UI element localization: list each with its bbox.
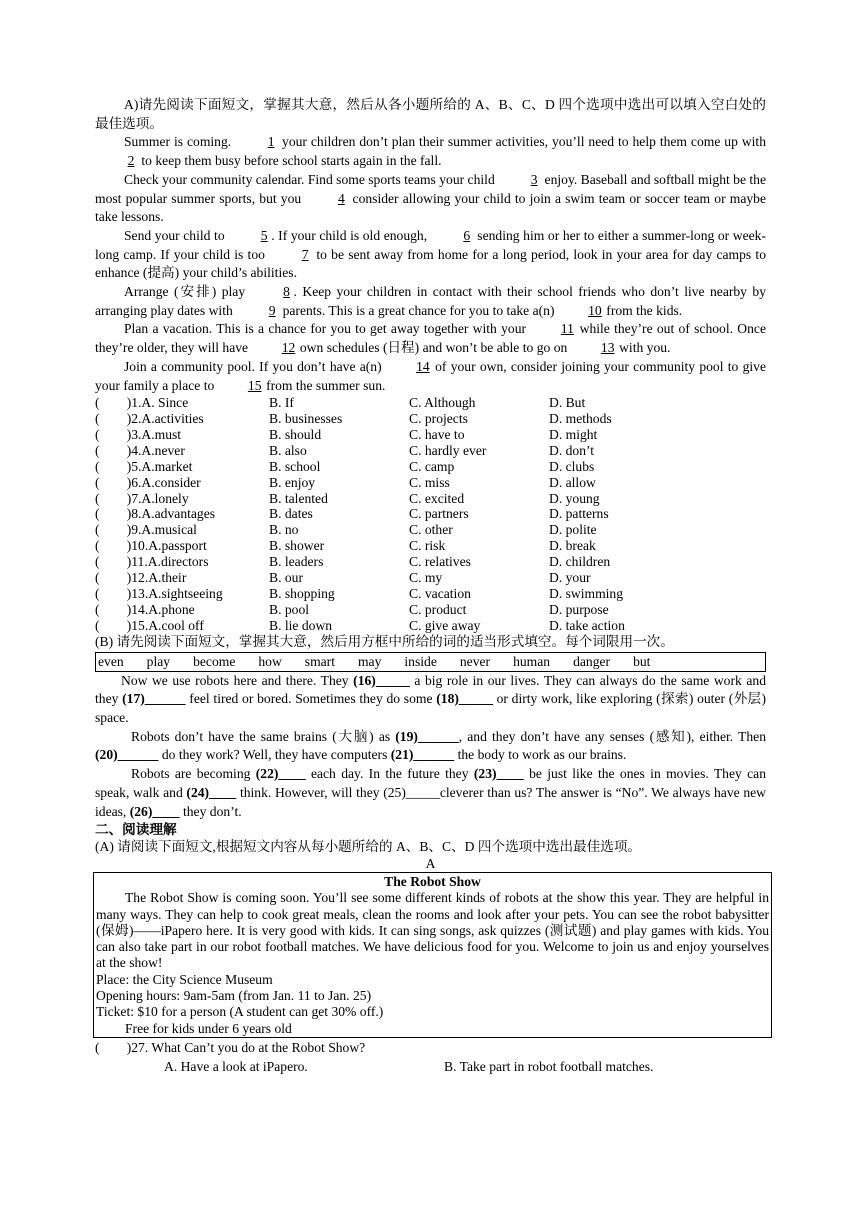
robot-show-box bbox=[93, 872, 772, 1038]
blank-8[interactable]: 8 bbox=[283, 284, 290, 300]
option-d[interactable]: D. swimming bbox=[549, 585, 624, 601]
word-box-item: become bbox=[193, 653, 236, 669]
part-a-paragraph bbox=[95, 227, 766, 283]
option-a[interactable]: ( )14.A.phone bbox=[95, 601, 195, 617]
fill-blank[interactable]: _____ bbox=[375, 672, 410, 688]
option-c[interactable]: C. hardly ever bbox=[409, 442, 487, 458]
blank-1[interactable]: 1 bbox=[267, 134, 275, 150]
part-a-options bbox=[95, 395, 766, 633]
option-c[interactable]: C. miss bbox=[409, 474, 450, 490]
option-b[interactable]: B. our bbox=[269, 570, 303, 586]
blank-number: (24) bbox=[186, 784, 210, 800]
passage-text: Arrange (安排) play bbox=[124, 284, 251, 300]
word-box-item: danger bbox=[573, 653, 611, 669]
option-a[interactable]: ( )12.A.their bbox=[95, 570, 187, 586]
part-b-instruction: (B) 请先阅读下面短文，掌握其大意，然后用方框中所给的词的适当形式填空。每个词限用一次。 bbox=[95, 633, 674, 649]
word-box-item: may bbox=[357, 653, 382, 669]
blank-number: (21) bbox=[390, 747, 414, 763]
option-row bbox=[95, 491, 766, 507]
option-a[interactable]: ( )5.A.market bbox=[95, 458, 193, 474]
option-row bbox=[95, 554, 766, 570]
option-row bbox=[95, 522, 766, 538]
part-a-paragraph bbox=[95, 283, 766, 320]
option-row bbox=[95, 570, 766, 586]
option-d[interactable]: D. clubs bbox=[549, 458, 595, 474]
option-d[interactable]: D. take action bbox=[549, 617, 625, 633]
option-d[interactable]: D. patterns bbox=[549, 506, 609, 522]
word-box-item: but bbox=[633, 653, 651, 669]
option-c[interactable]: C. have to bbox=[409, 427, 465, 443]
choice-b[interactable]: B. Take part in robot football matches. bbox=[444, 1058, 654, 1074]
word-box-item: human bbox=[513, 653, 551, 669]
option-b[interactable]: B. dates bbox=[269, 506, 313, 522]
article-hours: Opening hours: 9am-5am (from Jan. 11 to Jan. 25) bbox=[96, 988, 372, 1004]
passage-text: . If your child is old enough, bbox=[271, 227, 431, 243]
part-a-paragraph bbox=[95, 320, 766, 357]
option-d[interactable]: D. break bbox=[549, 538, 596, 554]
part-b-paragraph-2 bbox=[95, 728, 766, 765]
option-b[interactable]: B. school bbox=[269, 458, 321, 474]
option-b[interactable]: B. no bbox=[269, 522, 299, 538]
option-a[interactable]: ( )9.A.musical bbox=[95, 522, 197, 538]
passage-text: or dirty work, like exploring (探索) outer (外层) space. bbox=[95, 691, 766, 726]
passage-text: own schedules (日程) and won’t be able to go on bbox=[296, 340, 571, 356]
option-a[interactable]: ( )3.A.must bbox=[95, 427, 182, 443]
passage-text: while they’re out of school. Once they’re older, they will have bbox=[95, 321, 766, 356]
option-row bbox=[95, 602, 766, 618]
option-a[interactable]: ( )13.A.sightseeing bbox=[95, 585, 223, 601]
option-row bbox=[95, 586, 766, 602]
part-b-paragraph-1 bbox=[95, 672, 766, 728]
option-b[interactable]: B. enjoy bbox=[269, 474, 316, 490]
option-a[interactable]: ( )1.A. Since bbox=[95, 395, 189, 411]
article-ticket: Ticket: $10 for a person (A student can get 30% off.) bbox=[96, 1004, 384, 1020]
choice-a[interactable]: A. Have a look at iPapero. bbox=[164, 1058, 308, 1074]
passage-text: consider allowing your child to join a swim team or soccer team or maybe take lessons. bbox=[95, 190, 766, 225]
passage-text: to be sent away from home for a long period, look in your area for day camps to enhance (提高) your child’s abilities. bbox=[95, 246, 766, 281]
passage-text: a big role in our lives. They can always do the same work and they bbox=[95, 672, 766, 707]
fill-blank[interactable]: ______ bbox=[417, 728, 459, 744]
option-b[interactable]: B. leaders bbox=[269, 554, 324, 570]
fill-blank[interactable]: ____ bbox=[496, 766, 524, 782]
option-a[interactable]: ( )11.A.directors bbox=[95, 554, 209, 570]
question-27-choices bbox=[95, 1057, 766, 1077]
option-b[interactable]: B. If bbox=[269, 395, 294, 411]
option-d[interactable]: D. allow bbox=[549, 474, 596, 490]
option-c[interactable]: C. product bbox=[409, 601, 467, 617]
option-b[interactable]: B. pool bbox=[269, 601, 310, 617]
blank-7[interactable]: 7 bbox=[301, 246, 309, 262]
fill-blank[interactable]: ______ bbox=[117, 747, 159, 763]
passage-text: parents. This is a great chance for you to take a(n) bbox=[279, 302, 558, 318]
option-a[interactable]: ( )8.A.advantages bbox=[95, 506, 216, 522]
option-row bbox=[95, 618, 766, 634]
passage-text: . Keep your children in contact with their school friends who don’t live nearby by arranging play dates with bbox=[95, 284, 767, 318]
passage-text: Join a community pool. If you don’t have a(n) bbox=[124, 358, 386, 374]
option-row bbox=[95, 459, 766, 475]
option-d[interactable]: D. But bbox=[549, 395, 586, 411]
blank-15[interactable]: 15 bbox=[247, 377, 262, 393]
section-2-title: 二、阅读理解 bbox=[95, 822, 177, 838]
passage-text: enjoy. Baseball and softball might be the most popular summer sports, but you bbox=[95, 171, 767, 206]
passage-text: with you. bbox=[615, 340, 671, 356]
option-a[interactable]: ( )15.A.cool off bbox=[95, 617, 204, 633]
option-a[interactable]: ( )6.A.consider bbox=[95, 474, 201, 490]
section-2-instruction: (A) 请阅读下面短文,根据短文内容从每小题所给的 A、B、C、D 四个选项中选出最佳选项。 bbox=[95, 839, 642, 855]
article-free: Free for kids under 6 years old bbox=[125, 1020, 292, 1036]
blank-10[interactable]: 10 bbox=[588, 302, 602, 318]
option-b[interactable]: B. shopping bbox=[269, 585, 335, 601]
option-c[interactable]: C. camp bbox=[409, 458, 455, 474]
word-box bbox=[95, 652, 766, 672]
option-b[interactable]: B. should bbox=[269, 427, 322, 443]
passage-text: the body to work as our brains. bbox=[454, 747, 627, 763]
fill-blank[interactable]: ____ bbox=[152, 803, 180, 819]
option-d[interactable]: D. might bbox=[549, 427, 598, 443]
option-a[interactable]: ( )7.A.lonely bbox=[95, 490, 189, 506]
passage-text: Send your child to bbox=[124, 227, 229, 243]
blank-12[interactable]: 12 bbox=[281, 340, 296, 356]
word-box-item: inside bbox=[404, 653, 437, 669]
article-body: The Robot Show is coming soon. You’ll see some different kinds of robots at the show this year. They are helpful in many ways. They can help to cook great meals, clean the rooms and look after your pets. You can see the robot babysitter (保姆)——iPapero here. It is very good with kids. It can sing songs, ask quizzes (测试题) and play games with kids. You can also take part in our robot football matches. We have delicious food for you. Welcome to join us and enjoy yourselves at the show! bbox=[96, 890, 769, 971]
option-row bbox=[95, 411, 766, 427]
option-d[interactable]: D. purpose bbox=[549, 601, 609, 617]
blank-3[interactable]: 3 bbox=[530, 171, 538, 187]
option-d[interactable]: D. children bbox=[549, 554, 611, 570]
word-box-item: how bbox=[258, 653, 282, 669]
blank-14[interactable]: 14 bbox=[416, 358, 430, 374]
passage-text: to keep them busy before school starts again in the fall. bbox=[138, 153, 442, 169]
passage-text: Check your community calendar. Find some sports teams your child bbox=[124, 171, 499, 187]
passage-text: they don’t. bbox=[179, 803, 242, 819]
blank-4[interactable]: 4 bbox=[337, 190, 345, 206]
passage-text: be just like the ones in movies. They can speak, walk and bbox=[95, 766, 766, 800]
passage-text: each day. In the future they bbox=[305, 766, 474, 782]
blank-13[interactable]: 13 bbox=[600, 340, 615, 356]
worksheet-page bbox=[95, 96, 769, 1077]
option-a[interactable]: ( )4.A.never bbox=[95, 442, 185, 458]
passage-text: Robots don’t have the same brains (大脑) as bbox=[131, 728, 396, 744]
blank-5[interactable]: 5 bbox=[260, 227, 268, 243]
passage-text: your children don’t plan their summer activities, you’ll need to help them come up with bbox=[278, 134, 766, 150]
blank-number: (22) bbox=[255, 766, 279, 782]
option-b[interactable]: B. lie down bbox=[269, 617, 333, 633]
option-c[interactable]: C. risk bbox=[409, 538, 446, 554]
passage-text: sending him or her to either a summer-long or week-long camp. If your child is too bbox=[95, 227, 766, 262]
blank-number: (17) bbox=[122, 691, 145, 707]
option-b[interactable]: B. talented bbox=[269, 490, 328, 506]
article-title: The Robot Show bbox=[384, 874, 481, 890]
part-a-instruction: A)请先阅读下面短文，掌握其大意，然后从各小题所给的 A、B、C、D 四个选项中选出可以填入空白处的最佳选项。 bbox=[95, 97, 766, 131]
fill-blank[interactable]: ______ bbox=[413, 747, 455, 763]
option-c[interactable]: C. Although bbox=[409, 395, 476, 411]
option-row bbox=[95, 475, 766, 491]
blank-number: (26) bbox=[129, 803, 153, 819]
option-c[interactable]: C. excited bbox=[409, 490, 465, 506]
word-box-item: even bbox=[98, 653, 124, 669]
blank-number: (20) bbox=[95, 747, 118, 763]
blank-number: (19) bbox=[395, 728, 418, 744]
option-c[interactable]: C. give away bbox=[409, 617, 481, 633]
blank-2[interactable]: 2 bbox=[127, 153, 135, 169]
part-a-paragraph bbox=[95, 171, 766, 227]
option-c[interactable]: C. projects bbox=[409, 411, 468, 427]
passage-text: Now we use robots here and there. They bbox=[121, 672, 354, 688]
passage-letter: A bbox=[425, 856, 436, 872]
option-d[interactable]: D. methods bbox=[549, 411, 612, 427]
option-c[interactable]: C. my bbox=[409, 570, 443, 586]
article-place: Place: the City Science Museum bbox=[96, 971, 273, 987]
passage-text: Robots are becoming bbox=[131, 766, 256, 782]
option-c[interactable]: C. partners bbox=[409, 506, 469, 522]
question-27: ( )27. What Can’t you do at the Robot Show? bbox=[95, 1039, 366, 1055]
passage-text: , and they don’t have any senses (感知), either. Then bbox=[458, 728, 766, 744]
word-box-item: never bbox=[459, 653, 491, 669]
passage-text: from the summer sun. bbox=[262, 377, 386, 393]
option-row bbox=[95, 538, 766, 554]
passage-text: from the kids. bbox=[602, 302, 683, 318]
passage-text: of your own, consider joining your community pool to give your family a place to bbox=[95, 358, 766, 393]
blank-number: (16) bbox=[353, 672, 376, 688]
blank-6[interactable]: 6 bbox=[463, 227, 471, 243]
passage-text: think. However, will they (25)_____cleverer than us? The answer is “No”. We always have new ideas, bbox=[95, 784, 766, 819]
option-d[interactable]: D. don’t bbox=[549, 442, 595, 458]
option-a[interactable]: ( )2.A.activities bbox=[95, 411, 204, 427]
passage-text: Plan a vacation. This is a chance for you to get away together with your bbox=[124, 321, 531, 337]
fill-blank[interactable]: ____ bbox=[209, 784, 237, 800]
option-b[interactable]: B. shower bbox=[269, 538, 325, 554]
option-row bbox=[95, 506, 766, 522]
blank-number: (18) bbox=[436, 691, 459, 707]
option-d[interactable]: D. polite bbox=[549, 522, 597, 538]
blank-11[interactable]: 11 bbox=[560, 321, 574, 337]
option-row bbox=[95, 443, 766, 459]
blank-9[interactable]: 9 bbox=[268, 302, 276, 318]
passage-text: do they work? Well, they have computers bbox=[158, 747, 391, 763]
passage-text: feel tired or bored. Sometimes they do some bbox=[185, 691, 437, 707]
part-a-paragraph bbox=[95, 358, 766, 395]
part-b-paragraph-3 bbox=[95, 765, 766, 821]
word-box-item: play bbox=[146, 653, 171, 669]
option-c[interactable]: C. other bbox=[409, 522, 453, 538]
option-a[interactable]: ( )10.A.passport bbox=[95, 538, 207, 554]
option-c[interactable]: C. vacation bbox=[409, 585, 471, 601]
fill-blank[interactable]: _____ bbox=[458, 691, 493, 707]
option-b[interactable]: B. also bbox=[269, 442, 307, 458]
part-a-paragraph bbox=[95, 133, 766, 170]
fill-blank[interactable]: ______ bbox=[144, 691, 186, 707]
option-d[interactable]: D. young bbox=[549, 490, 600, 506]
passage-text: Summer is coming. bbox=[124, 134, 236, 150]
option-row bbox=[95, 427, 766, 443]
option-c[interactable]: C. relatives bbox=[409, 554, 471, 570]
word-box-item: smart bbox=[304, 653, 335, 669]
option-d[interactable]: D. your bbox=[549, 570, 591, 586]
option-b[interactable]: B. businesses bbox=[269, 411, 343, 427]
part-a-passage bbox=[95, 133, 766, 395]
option-row bbox=[95, 395, 766, 411]
fill-blank[interactable]: ____ bbox=[278, 766, 306, 782]
blank-number: (23) bbox=[473, 766, 497, 782]
